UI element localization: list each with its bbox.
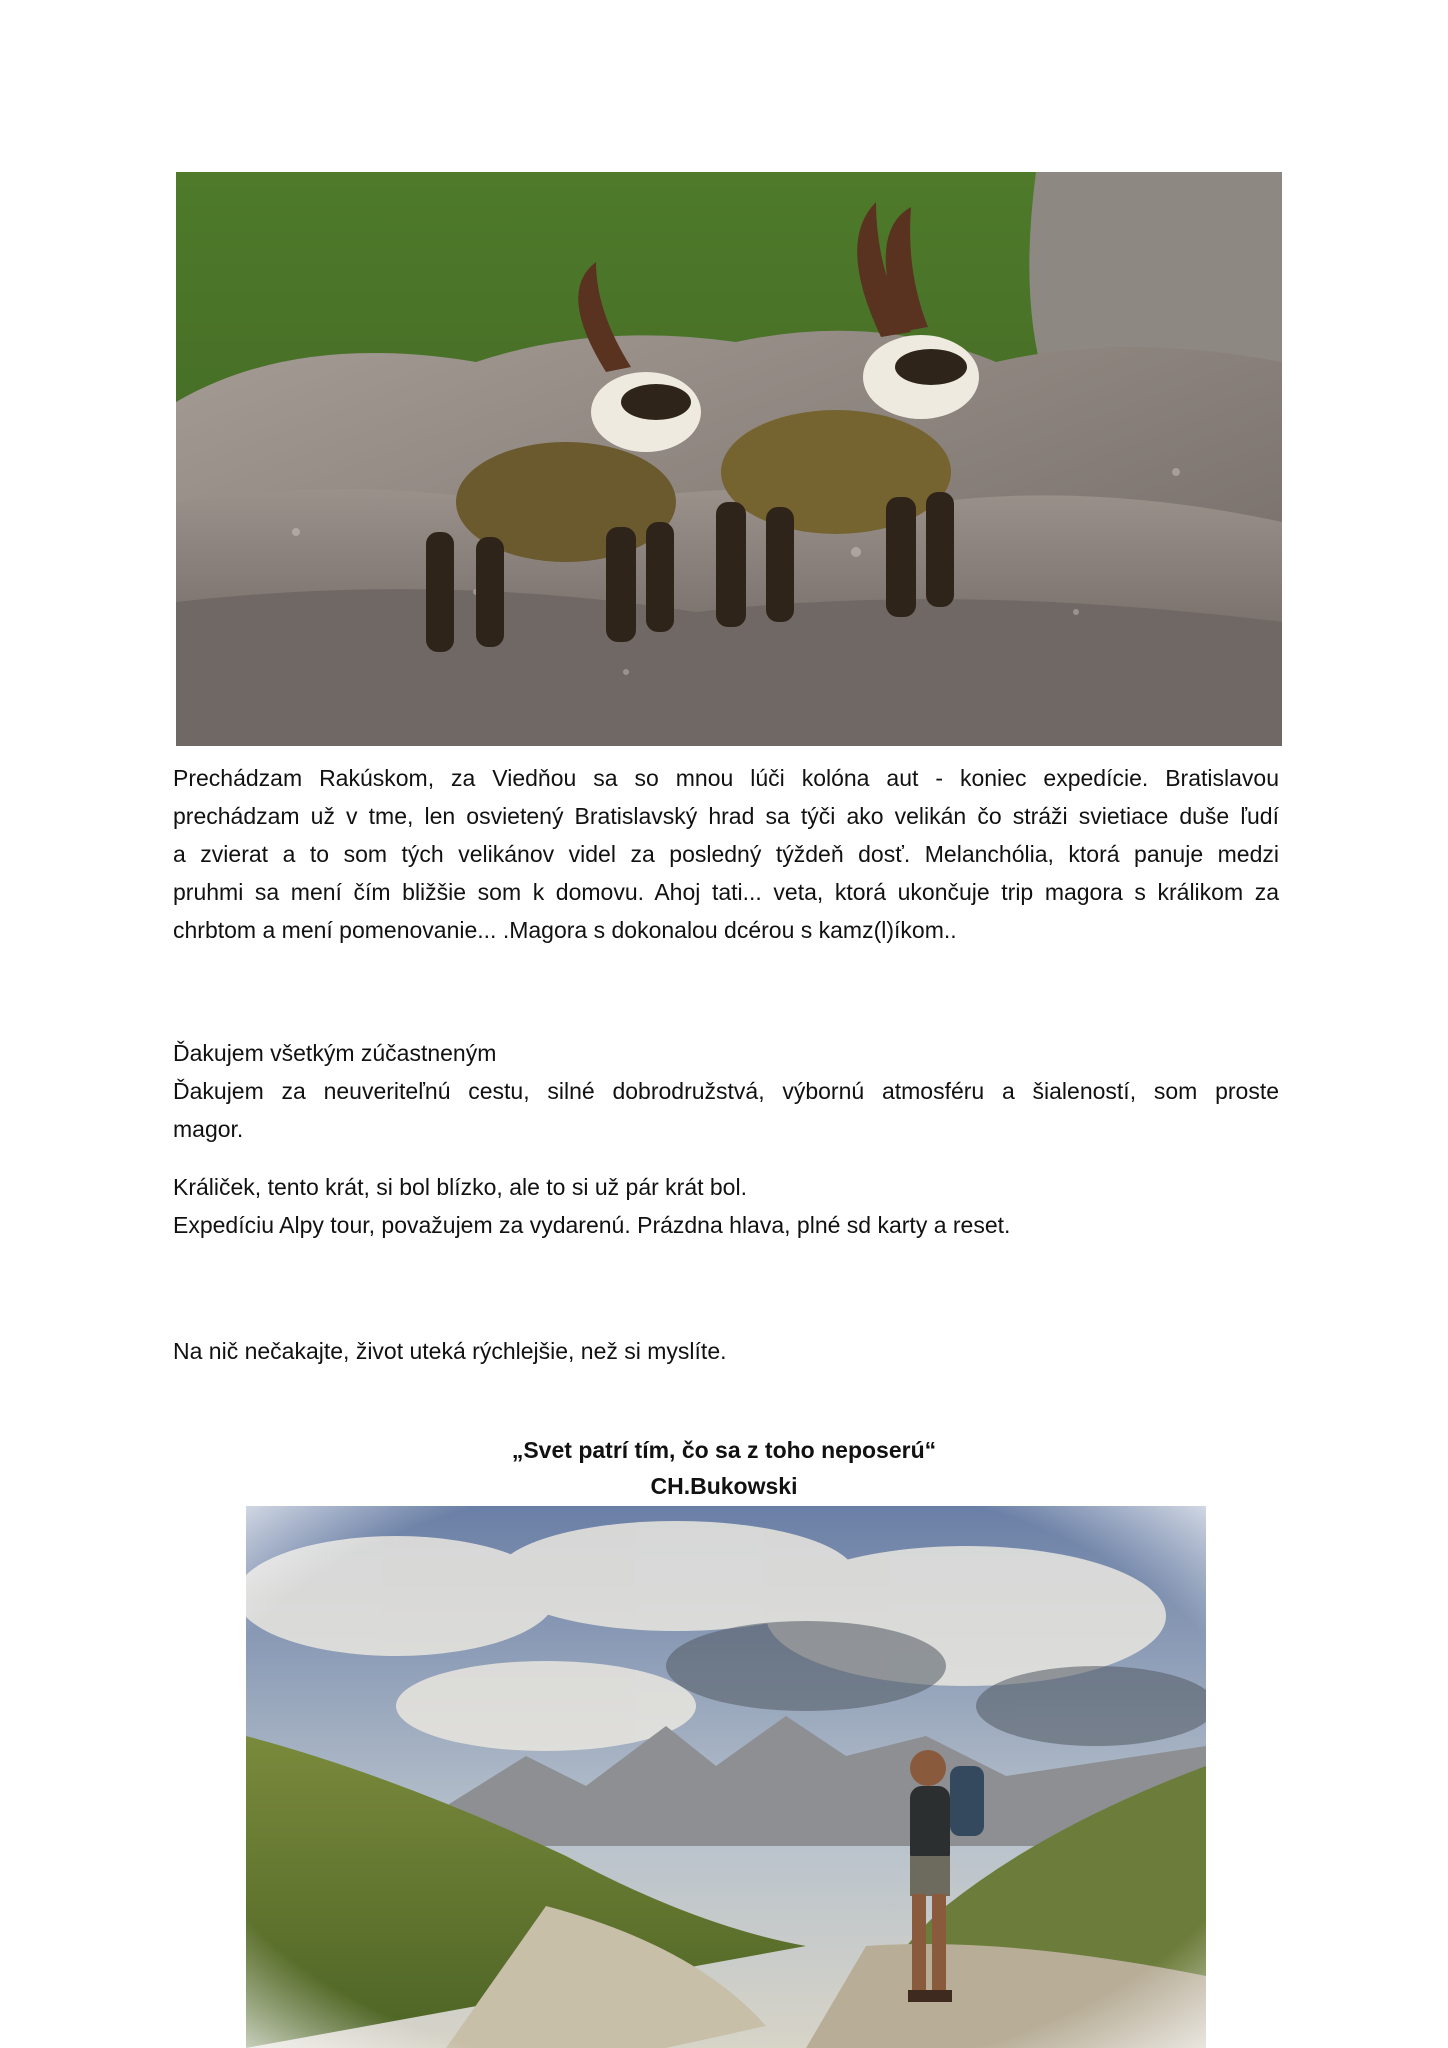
quote-text: „Svet patrí tím, čo sa z toho neposerú“ xyxy=(511,1437,937,1463)
text-line: magor. xyxy=(173,1116,244,1142)
paragraph-thanks xyxy=(173,1034,1279,1148)
text-line: Králiček, tento krát, si bol blízko, ale to si už pár krát bol. xyxy=(173,1174,747,1200)
text-line: Ďakujem za neuveriteľnú cestu, silné dobrodružstvá, výbornú atmosféru a šialeností, som proste xyxy=(173,1078,1279,1104)
alps-hiker-photo xyxy=(246,1506,1206,2048)
quote-author: CH.Bukowski xyxy=(650,1473,798,1499)
paragraph-journey xyxy=(173,759,1279,949)
text-line: a zvierat a to som tých velikánov videl za posledný týždeň dosť. Melanchólia, ktorá panuje medzi xyxy=(173,841,1279,867)
text-line: Expedíciu Alpy tour, považujem za vydarenú. Prázdna hlava, plné sd karty a reset. xyxy=(173,1212,1011,1238)
text-line: Na nič nečakajte, život uteká rýchlejšie, než si myslíte. xyxy=(173,1338,727,1364)
paragraph-rabbit xyxy=(173,1168,1279,1244)
chamois-photo xyxy=(176,172,1282,746)
text-line: Prechádzam Rakúskom, za Viedňou sa so mnou lúči kolóna aut - koniec expedície. Bratislavou xyxy=(173,765,1279,791)
text-line: chrbtom a mení pomenovanie... .Magora s dokonalou dcérou s kamz(l)íkom.. xyxy=(173,917,957,943)
text-line: pruhmi sa mení čím bližšie som k domovu. Ahoj tati... veta, ktorá ukončuje trip magora s králikom za xyxy=(173,879,1279,905)
text-line: prechádzam už v tme, len osvietený Bratislavský hrad sa týči ako velikán čo stráži svietiace duše ľudí xyxy=(173,803,1279,829)
text-line: Ďakujem všetkým zúčastneným xyxy=(173,1040,497,1066)
paragraph-motto xyxy=(173,1332,1279,1370)
